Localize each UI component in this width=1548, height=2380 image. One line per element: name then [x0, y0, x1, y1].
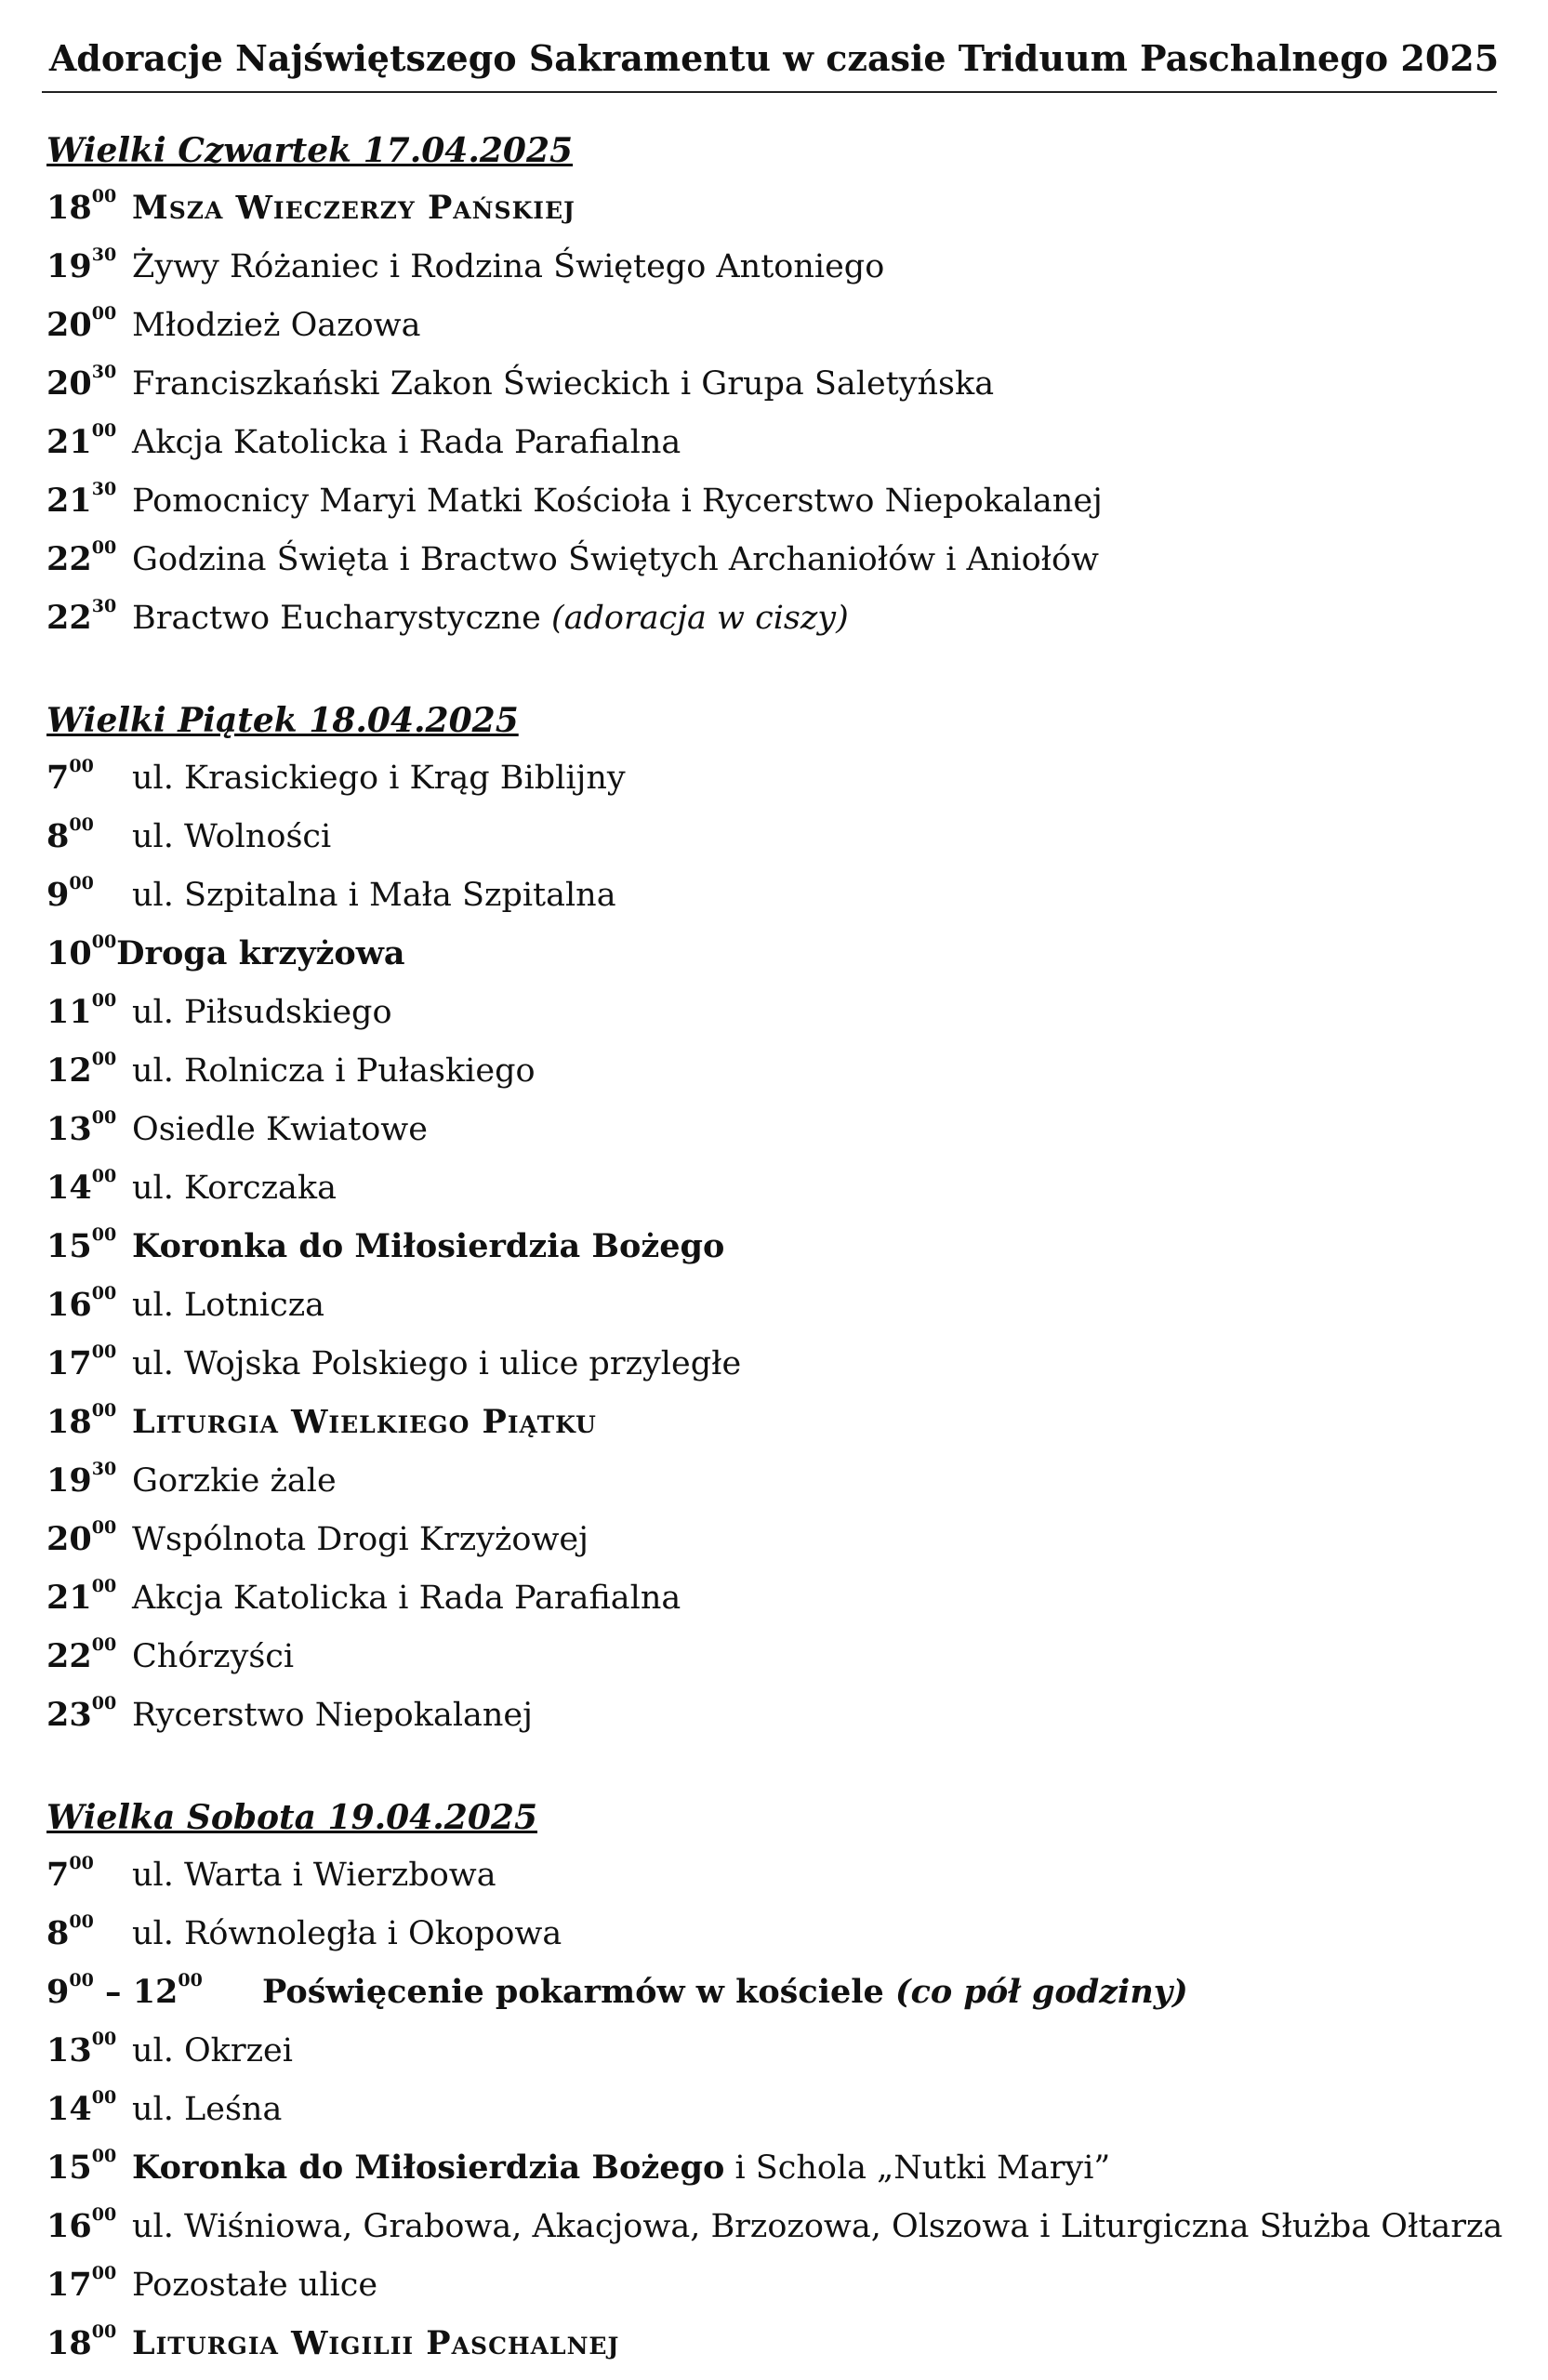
time-hour: 13 [46, 1110, 92, 1148]
time-hour: 18 [46, 1403, 92, 1441]
time-minutes: 00 [91, 1049, 117, 1069]
time-hour: 9 [46, 876, 70, 914]
time-label [46, 1845, 132, 1904]
section-heading: Wielki Czwartek 17.04.2025 [46, 131, 574, 170]
row-suffix: i Schola „Nutki Maryi” [724, 2149, 1111, 2187]
schedule-row [46, 1158, 741, 1217]
time-minutes: 00 [69, 1853, 94, 1873]
schedule-row [46, 2138, 1502, 2197]
time-label [46, 588, 132, 647]
row-text: ul. Wolności [132, 818, 332, 855]
time-minutes: 30 [91, 479, 117, 499]
row-text: Wspólnota Drogi Krzyżowej [132, 1521, 589, 1558]
time-minutes: 00 [91, 420, 117, 441]
time-hour: 14 [46, 2090, 92, 2128]
schedule-row [46, 354, 1103, 413]
time-label [46, 1041, 132, 1100]
time-hour: 13 [46, 2031, 92, 2069]
schedule-row [46, 1217, 741, 1276]
time-minutes: 00 [91, 1283, 117, 1303]
section-wielka-sobota [46, 1790, 1502, 2373]
time-label [46, 866, 132, 924]
schedule-row [46, 866, 741, 924]
time-minutes: 00 [69, 756, 94, 776]
time-range [46, 1963, 262, 2021]
row-text: ul. Korczaka [132, 1170, 337, 1207]
time-label [46, 1568, 132, 1627]
time-hour: 11 [46, 993, 92, 1031]
schedule-row [46, 178, 1103, 237]
schedule-row [46, 1627, 741, 1686]
time-minutes: 00 [91, 2087, 117, 2108]
time-label [46, 2138, 132, 2197]
schedule-row [46, 983, 741, 1041]
time-minutes: 00 [69, 873, 94, 893]
schedule-row [46, 1451, 741, 1510]
row-text: ul. Krasickiego i Krąg Biblijny [132, 760, 626, 797]
time-hour: 19 [46, 247, 92, 285]
time-hour: 22 [46, 1637, 92, 1675]
schedule-row [46, 2080, 1502, 2138]
row-text: ul. Piłsudskiego [132, 994, 392, 1031]
row-text: Gorzkie żale [132, 1462, 337, 1500]
time-hour: 17 [46, 2266, 92, 2304]
time-minutes: 30 [91, 362, 117, 382]
time-minutes: 00 [91, 1693, 117, 1713]
page-title: Adoracje Najświętszego Sakramentu w czasie Triduum Paschalnego 2025 [48, 37, 1500, 79]
schedule-row [46, 530, 1103, 588]
time-label [46, 237, 132, 296]
row-text: Msza Wieczerzy Pańskiej [132, 189, 576, 227]
time-label [46, 354, 132, 413]
time-hour: 8 [46, 817, 70, 855]
schedule-row [46, 1845, 1502, 1904]
time-label [46, 807, 132, 866]
time-hour: 9 [46, 1973, 70, 2011]
time-hour: 21 [46, 482, 92, 520]
time-minutes: 00 [91, 1517, 117, 1538]
schedule-row [46, 2021, 1502, 2080]
section-heading: Wielki Piątek 18.04.2025 [46, 701, 519, 740]
time-hour: 16 [46, 1286, 92, 1324]
time-label [46, 1276, 132, 1334]
time-label [46, 2021, 132, 2080]
time-minutes: 00 [91, 1400, 117, 1421]
row-text: ul. Wojska Polskiego i ulice przyległe [132, 1345, 742, 1382]
schedule-row [46, 1963, 1502, 2021]
schedule-row [46, 296, 1103, 354]
time-minutes: 00 [91, 2321, 117, 2342]
time-label [46, 471, 132, 530]
row-text: ul. Wiśniowa, Grabowa, Akacjowa, Brzozowa, Olszowa i Liturgiczna Służba Ołtarza [132, 2208, 1503, 2245]
time-hour: 20 [46, 306, 92, 344]
range-dash: – [93, 1973, 133, 2011]
time-label [46, 1510, 132, 1568]
row-text: Franciszkański Zakon Świeckich i Grupa Saletyńska [132, 365, 995, 403]
time-minutes: 00 [178, 1970, 203, 1990]
row-text: Liturgia Wielkiego Piątku [132, 1403, 597, 1441]
time-minutes: 00 [91, 537, 117, 558]
schedule-row [46, 2197, 1502, 2255]
row-text: Chórzyści [132, 1638, 295, 1675]
time-hour: 22 [46, 540, 92, 578]
time-label [46, 1217, 132, 1276]
time-minutes: 00 [91, 1342, 117, 1362]
time-hour: 12 [46, 1051, 92, 1090]
time-label [46, 178, 132, 237]
row-text: Osiedle Kwiatowe [132, 1111, 428, 1148]
row-text: ul. Szpitalna i Mała Szpitalna [132, 877, 616, 914]
time-label [46, 1334, 132, 1393]
row-text: Liturgia Wigilii Paschalnej [132, 2324, 620, 2362]
time-minutes: 00 [69, 1970, 94, 1990]
schedule-row [46, 748, 741, 807]
time-hour: 15 [46, 1227, 92, 1265]
time-minutes: 00 [91, 2204, 117, 2225]
row-text: Pomocnicy Maryi Matki Kościoła i Rycerstwo Niepokalanej [132, 483, 1103, 520]
row-text: ul. Równoległa i Okopowa [132, 1915, 562, 1952]
time-hour: 20 [46, 1520, 92, 1558]
section-wielki-piatek [46, 693, 741, 1744]
schedule-row [46, 1904, 1502, 1963]
row-text: ul. Lotnicza [132, 1287, 325, 1324]
schedule-row [46, 2255, 1502, 2314]
time-label [46, 2255, 132, 2314]
schedule-row [46, 1041, 741, 1100]
row-text: Godzina Święta i Bractwo Świętych Archaniołów i Aniołów [132, 541, 1100, 578]
row-text: Koronka do Miłosierdzia Bożego [132, 1227, 725, 1265]
time-minutes: 00 [91, 1634, 117, 1655]
time-hour: 20 [46, 364, 92, 403]
time-minutes: 00 [91, 303, 117, 324]
row-text: Pozostałe ulice [132, 2267, 378, 2304]
row-text: Koronka do Miłosierdzia Bożego [132, 2149, 725, 2187]
time-hour: 12 [132, 1973, 179, 2011]
time-label [46, 748, 132, 807]
schedule-row [46, 1100, 741, 1158]
schedule-row [46, 1568, 741, 1627]
row-text: Akcja Katolicka i Rada Parafialna [132, 424, 681, 461]
time-label [46, 413, 132, 471]
section-heading: Wielka Sobota 19.04.2025 [46, 1798, 537, 1837]
schedule-row [46, 588, 1103, 647]
time-label [46, 2197, 132, 2255]
time-label [46, 924, 116, 983]
time-label [46, 296, 132, 354]
row-note: (adoracja w ciszy) [550, 600, 849, 637]
schedule-row [46, 1334, 741, 1393]
time-hour: 21 [46, 423, 92, 461]
time-minutes: 00 [69, 1911, 94, 1932]
time-hour: 23 [46, 1696, 92, 1734]
time-hour: 21 [46, 1579, 92, 1617]
row-text: Akcja Katolicka i Rada Parafialna [132, 1580, 681, 1617]
schedule-row [46, 924, 741, 983]
time-minutes: 00 [91, 990, 117, 1011]
time-label [46, 2080, 132, 2138]
time-minutes: 00 [91, 2146, 117, 2166]
time-minutes: 00 [91, 1107, 117, 1128]
row-text: ul. Leśna [132, 2091, 283, 2128]
time-hour: 22 [46, 599, 92, 637]
time-hour: 18 [46, 2324, 92, 2362]
schedule-row [46, 413, 1103, 471]
time-hour: 19 [46, 1461, 92, 1500]
time-label [46, 1686, 132, 1744]
time-minutes: 00 [91, 1576, 117, 1596]
time-minutes: 00 [91, 1224, 117, 1245]
row-text: ul. Okrzei [132, 2032, 293, 2069]
schedule-row [46, 471, 1103, 530]
schedule-row [46, 237, 1103, 296]
time-label [46, 1158, 132, 1217]
row-text: Droga krzyżowa [116, 934, 405, 972]
row-text: Bractwo Eucharystyczne [132, 600, 551, 637]
row-text: Żywy Różaniec i Rodzina Świętego Antoniego [132, 248, 885, 285]
row-text: ul. Rolnicza i Pułaskiego [132, 1052, 536, 1090]
time-hour: 15 [46, 2149, 92, 2187]
row-note: (co pół godziny) [895, 1973, 1188, 2011]
time-minutes: 30 [91, 245, 117, 265]
time-hour: 18 [46, 189, 92, 227]
time-minutes: 30 [91, 1459, 117, 1479]
time-hour: 16 [46, 2207, 92, 2245]
time-hour: 14 [46, 1169, 92, 1207]
time-minutes: 00 [91, 932, 117, 952]
title-divider [42, 91, 1497, 93]
schedule-row [46, 2314, 1502, 2373]
row-text: Młodzież Oazowa [132, 307, 421, 344]
time-label [46, 1904, 132, 1963]
section-wielki-czwartek [46, 123, 1103, 647]
time-label [46, 1627, 132, 1686]
time-label [46, 1393, 132, 1451]
row-text: ul. Warta i Wierzbowa [132, 1857, 496, 1894]
schedule-row [46, 1393, 741, 1451]
time-hour: 7 [46, 759, 70, 797]
time-hour: 7 [46, 1856, 70, 1894]
time-label [46, 530, 132, 588]
schedule-row [46, 1276, 741, 1334]
time-hour: 10 [46, 934, 92, 972]
schedule-row [46, 807, 741, 866]
schedule-row [46, 1510, 741, 1568]
row-text: Poświęcenie pokarmów w kościele [262, 1973, 896, 2011]
time-label [46, 983, 132, 1041]
time-hour: 17 [46, 1344, 92, 1382]
time-minutes: 00 [69, 814, 94, 835]
time-minutes: 30 [91, 596, 117, 616]
time-minutes: 00 [91, 2263, 117, 2283]
time-label [46, 1451, 132, 1510]
time-minutes: 00 [91, 186, 117, 206]
time-label [46, 1100, 132, 1158]
schedule-row [46, 1686, 741, 1744]
time-hour: 8 [46, 1914, 70, 1952]
time-minutes: 00 [91, 2029, 117, 2049]
row-text: Rycerstwo Niepokalanej [132, 1697, 533, 1734]
time-minutes: 00 [91, 1166, 117, 1186]
time-label [46, 2314, 132, 2373]
